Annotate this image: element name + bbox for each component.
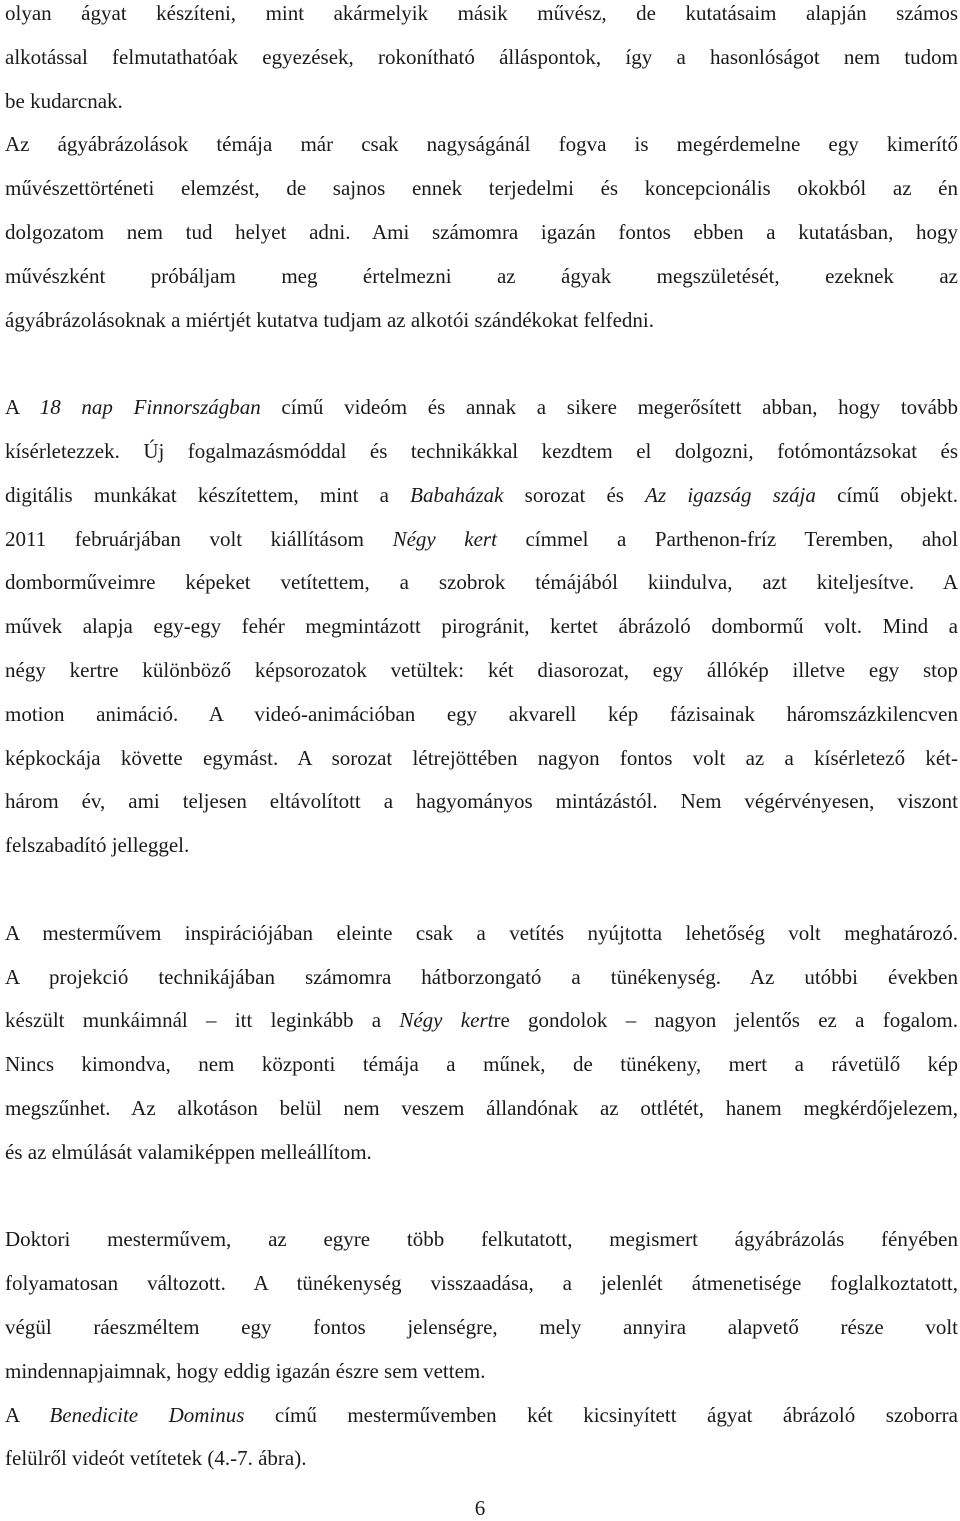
- text-run: kísérletezzek. Új fogalmazásmóddal és technikákkal kezdtem el dolgozni, fotómontázsokat és: [5, 438, 958, 463]
- text-run: sorozat és: [503, 482, 646, 507]
- text-line: [5, 745, 958, 789]
- text-line: [5, 1358, 958, 1402]
- text-run: művek alapja egy-egy fehér megmintázott pirogránit, kertet ábrázoló dombormű volt. Mind a: [5, 614, 958, 639]
- text-line: [5, 1270, 958, 1314]
- text-run: be kudarcnak.: [5, 88, 123, 113]
- text-line: [5, 1095, 958, 1139]
- text-line: [5, 1139, 958, 1183]
- text-run: A: [5, 1402, 50, 1427]
- text-line: [5, 394, 958, 438]
- text-run: alkotással felmutathatóak egyezések, rokonítható álláspontok, így a hasonlóságot nem tudom: [5, 44, 958, 69]
- text-line: [5, 219, 958, 263]
- text-line: [5, 920, 958, 964]
- text-run: című mesterművemben két kicsinyített ágyat ábrázoló szoborra: [244, 1402, 958, 1427]
- text-run: A projekció technikájában számomra hátborzongató a tünékenység. Az utóbbi években: [5, 964, 958, 989]
- paragraph: [5, 0, 958, 131]
- text-line: [5, 88, 958, 132]
- text-line: [5, 263, 958, 307]
- text-run: re gondolok – nagyon jelentős ez a fogalom.: [493, 1008, 958, 1033]
- text-line: [5, 964, 958, 1008]
- text-run: címmel a Parthenon-fríz Teremben, ahol: [496, 526, 958, 551]
- page-number: 6: [474, 1496, 486, 1520]
- paragraph-spacer: [5, 1183, 958, 1227]
- text-line: [5, 131, 958, 175]
- text-line: [5, 482, 958, 526]
- text-line: [5, 1314, 958, 1358]
- text-run: Az ágyábrázolások témája már csak nagyságánál fogva is megérdemelne egy kimerítő: [5, 132, 958, 157]
- italic-title: Négy kert: [392, 526, 497, 551]
- text-line: [5, 307, 958, 351]
- paragraph: [5, 920, 958, 1183]
- text-run: négy kertre különböző képsorozatok vetültek: két diasorozat, egy állókép illetve egy stop: [5, 657, 958, 682]
- text-run: és az elmúlását valamiképpen melleállítom.: [5, 1139, 372, 1164]
- italic-title: Négy kert: [399, 1008, 494, 1033]
- text-run: 2011 februárjában volt kiállításom: [5, 526, 393, 551]
- text-line: [5, 0, 958, 44]
- italic-title: Az igazság szája: [645, 482, 816, 507]
- text-run: képkockája követte egymást. A sorozat létrejöttében nagyon fontos volt az a kísérletező két-: [5, 745, 958, 770]
- text-run: művészként próbáljam meg értelmezni az ágyak megszületését, ezeknek az: [5, 263, 958, 288]
- text-run: mindennapjaimnak, hogy eddig igazán észre sem vettem.: [5, 1358, 486, 1383]
- text-run: A: [5, 395, 40, 420]
- text-run: című videóm és annak a sikere megerősített abban, hogy tovább: [260, 395, 958, 420]
- text-line: [5, 1007, 958, 1051]
- text-run: motion animáció. A videó-animációban egy akvarell kép fázisainak háromszázkilencven: [5, 701, 958, 726]
- text-run: domborműveimre képeket vetítettem, a szobrok témájából kiindulva, azt kiteljesítve. A: [5, 570, 958, 595]
- text-run: felülről videót vetítetek (4.-7. ábra).: [5, 1446, 307, 1471]
- text-run: felszabadító jelleggel.: [5, 833, 190, 858]
- text-run: készült munkáimnál – itt leginkább a: [5, 1008, 400, 1033]
- text-line: [5, 657, 958, 701]
- text-run: Nincs kimondva, nem központi témája a műnek, de tünékeny, mert a rávetülő kép: [5, 1052, 958, 1077]
- text-run: A mesterművem inspirációjában eleinte csak a vetítés nyújtotta lehetőség volt meghatározó.: [5, 920, 958, 945]
- text-line: [5, 569, 958, 613]
- paragraph: [5, 394, 958, 876]
- text-line: [5, 1051, 958, 1095]
- text-run: folyamatosan változott. A tünékenység visszaadása, a jelenlét átmenetisége foglalkoztatott,: [5, 1271, 958, 1296]
- text-line: [5, 44, 958, 88]
- text-line: [5, 788, 958, 832]
- text-run: végül ráeszméltem egy fontos jelenségre, mely annyira alapvető része volt: [5, 1314, 958, 1339]
- paragraph-spacer: [5, 876, 958, 920]
- italic-title: Babaházak: [410, 482, 504, 507]
- text-run: című objekt.: [815, 482, 958, 507]
- paragraph: [5, 1402, 958, 1490]
- text-run: művészettörténeti elemzést, de sajnos ennek terjedelmi és koncepcionális okokból az én: [5, 176, 958, 201]
- text-run: ágyábrázolásoknak a miértjét kutatva tudjam az alkotói szándékokat felfedni.: [5, 307, 654, 332]
- text-run: digitális munkákat készítettem, mint a: [5, 482, 411, 507]
- text-line: [5, 438, 958, 482]
- text-line: [5, 1402, 958, 1446]
- document-page: [5, 0, 958, 1489]
- text-line: [5, 701, 958, 745]
- text-line: [5, 832, 958, 876]
- paragraph: [5, 1226, 958, 1401]
- text-run: Doktori mesterművem, az egyre több felkutatott, megismert ágyábrázolás fényében: [5, 1227, 958, 1252]
- text-line: [5, 1226, 958, 1270]
- text-run: olyan ágyat készíteni, mint akármelyik másik művész, de kutatásaim alapján számos: [5, 1, 958, 25]
- italic-title: Benedicite Dominus: [49, 1402, 245, 1427]
- text-line: [5, 613, 958, 657]
- text-run: három év, ami teljesen eltávolított a hagyományos mintázástól. Nem végérvényesen, viszont: [5, 789, 958, 814]
- paragraph-spacer: [5, 350, 958, 394]
- text-line: [5, 1445, 958, 1489]
- text-line: [5, 526, 958, 570]
- text-run: megszűnhet. Az alkotáson belül nem veszem állandónak az ottlétét, hanem megkérdőjelezem,: [5, 1095, 958, 1120]
- italic-title: 18 nap Finnországban: [39, 395, 261, 420]
- text-line: [5, 175, 958, 219]
- paragraph: [5, 131, 958, 350]
- text-run: dolgozatom nem tud helyet adni. Ami számomra igazán fontos ebben a kutatásban, hogy: [5, 219, 958, 244]
